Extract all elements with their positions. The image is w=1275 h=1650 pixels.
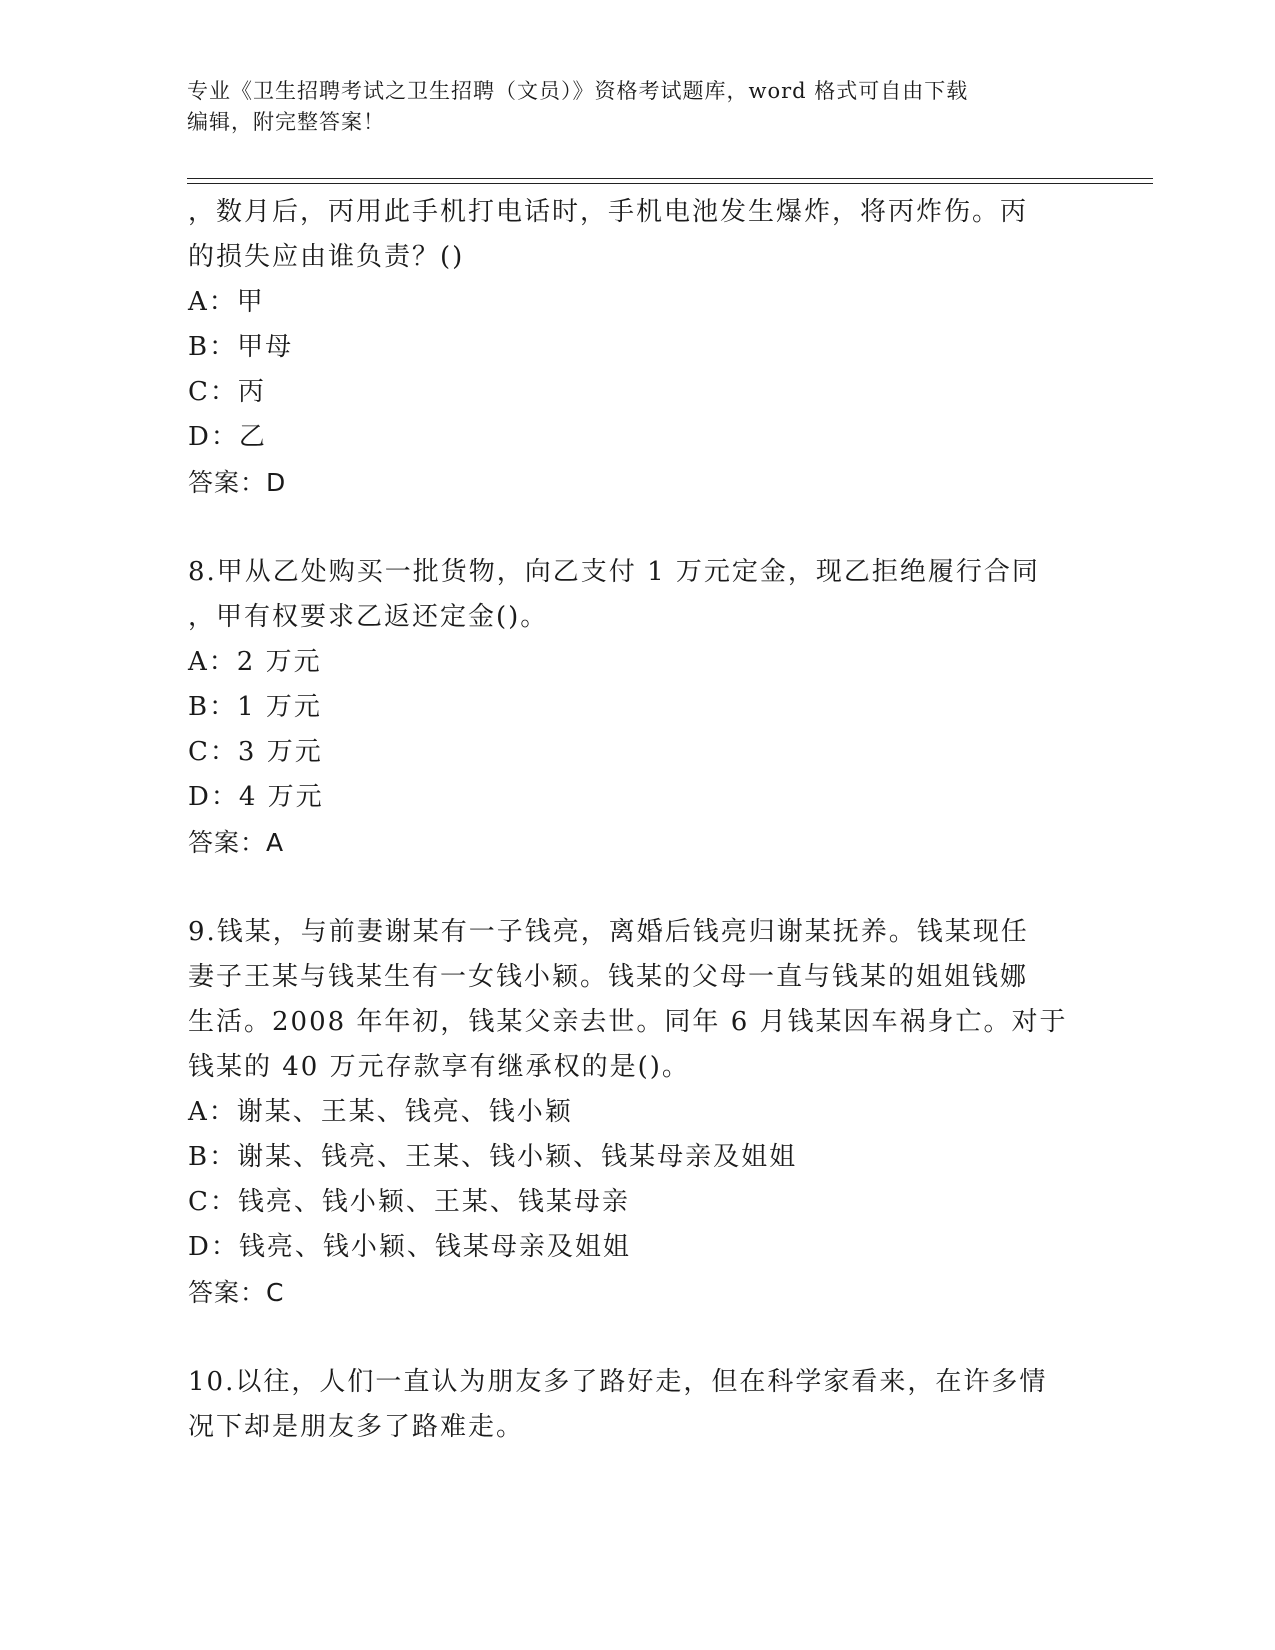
option-b: B：谢某、钱亮、王某、钱小颖、钱某母亲及姐姐	[188, 1142, 798, 1172]
question-9	[188, 910, 1088, 1315]
option-b: B：甲母	[188, 332, 294, 362]
option-c: C：3 万元	[188, 737, 323, 767]
question-stem-line: 的损失应由谁负责？()	[188, 242, 465, 272]
question-list	[188, 190, 1088, 1450]
header-line-2: 编辑，附完整答案！	[187, 110, 385, 134]
question-stem-line: ，甲有权要求乙返还定金()。	[188, 602, 549, 632]
option-a: A：2 万元	[188, 647, 322, 677]
question-stem-line: 妻子王某与钱某生有一女钱小颖。钱某的父母一直与钱某的姐姐钱娜	[188, 962, 1029, 992]
option-b: B：1 万元	[188, 692, 322, 722]
option-c: C：钱亮、钱小颖、王某、钱某母亲	[188, 1187, 630, 1217]
option-d: D：4 万元	[188, 782, 324, 812]
question-stem-line: 8.甲从乙处购买一批货物，向乙支付 1 万元定金，现乙拒绝履行合同	[188, 557, 1040, 587]
question-7	[188, 190, 1088, 505]
question-stem-line: ，数月后，丙用此手机打电话时，手机电池发生爆炸，将丙炸伤。丙	[188, 197, 1029, 227]
question-stem-line: 10.以往，人们一直认为朋友多了路好走，但在科学家看来，在许多情	[188, 1367, 1048, 1397]
question-stem-line: 9.钱某，与前妻谢某有一子钱亮，离婚后钱亮归谢某抚养。钱某现任	[188, 917, 1029, 947]
document-header	[187, 76, 1087, 138]
question-10	[188, 1360, 1088, 1450]
header-divider-top	[187, 178, 1153, 179]
answer: 答案：A	[188, 828, 285, 857]
header-line-1: 专业《卫生招聘考试之卫生招聘（文员）》资格考试题库，word 格式可自由下载	[187, 79, 969, 103]
question-stem-line: 钱某的 40 万元存款享有继承权的是()。	[188, 1052, 690, 1082]
answer: 答案：D	[188, 468, 287, 497]
option-d: D：乙	[188, 422, 267, 452]
option-a: A：甲	[188, 287, 265, 317]
question-8	[188, 550, 1088, 865]
option-a: A：谢某、王某、钱亮、钱小颖	[188, 1097, 573, 1127]
option-c: C：丙	[188, 377, 266, 407]
answer: 答案：C	[188, 1278, 285, 1307]
question-stem-line: 生活。2008 年年初，钱某父亲去世。同年 6 月钱某因车祸身亡。对于	[188, 1007, 1068, 1037]
question-stem-line: 况下却是朋友多了路难走。	[188, 1412, 525, 1442]
option-d: D：钱亮、钱小颖、钱某母亲及姐姐	[188, 1232, 631, 1262]
header-divider-bottom	[187, 183, 1153, 184]
